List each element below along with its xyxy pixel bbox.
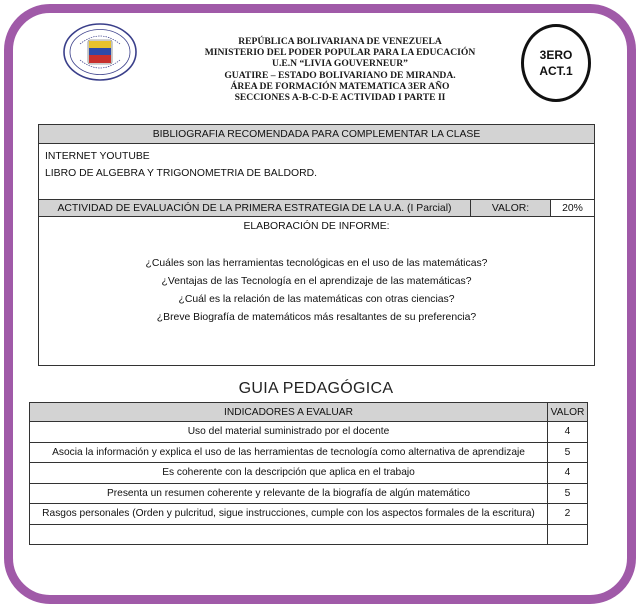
grade-activity-badge: [521, 24, 591, 102]
indicator-cell: Es coherente con la descripción que aplica en el trabajo: [30, 463, 548, 484]
guide-title: GUIA PEDAGÓGICA: [238, 380, 394, 397]
indicators-column-header: INDICADORES A EVALUAR: [30, 403, 548, 422]
value-cell: 5: [548, 442, 588, 463]
indicator-cell: Presenta un resumen coherente y relevante de la biografía de algún matemático: [30, 483, 548, 504]
indicator-cell: Asocia la información y explica el uso de las herramientas de tecnología como alternativa de aprendizaje: [30, 442, 548, 463]
table-row: [30, 483, 588, 504]
bibliography-list: [39, 144, 594, 200]
bibliography-item: INTERNET YOUTUBE: [45, 151, 150, 162]
header-line: REPÚBLICA BOLIVARIANA DE VENEZUELA: [238, 36, 442, 47]
school-seal-logo: [62, 22, 138, 82]
table-header-row: [30, 403, 588, 422]
activity-table: [38, 124, 595, 366]
indicators-table: [29, 402, 588, 545]
header-line: U.E.N “LIVIA GOUVERNEUR”: [272, 58, 408, 70]
table-row: [30, 422, 588, 443]
header-line: GUATIRE – ESTADO BOLIVARIANO DE MIRANDA.: [224, 69, 456, 81]
value-column-header: VALOR: [548, 403, 588, 422]
report-section: [39, 217, 594, 327]
table-row: [30, 442, 588, 463]
table-row: [30, 524, 588, 545]
value-cell: 5: [548, 483, 588, 504]
value-cell: 2: [548, 504, 588, 525]
indicator-cell: Uso del material suministrado por el docente: [30, 422, 548, 443]
report-question: ¿Cuál es la relación de las matemáticas con otras ciencias?: [178, 294, 455, 305]
badge-grade: 3ERO: [539, 48, 573, 62]
activity-row: [39, 200, 594, 217]
value-cell: 4: [548, 463, 588, 484]
activity-value: 20%: [562, 202, 583, 214]
activity-title: ACTIVIDAD DE EVALUACIÓN DE LA PRIMERA ESTRATEGIA DE LA U.A. (I Parcial): [39, 200, 471, 216]
table-row: [30, 463, 588, 484]
report-question: ¿Breve Biografía de matemáticos más resaltantes de su preferencia?: [156, 312, 477, 323]
table-row: [30, 504, 588, 525]
report-question: ¿Cuáles son las herramientas tecnológicas en el uso de las matemáticas?: [145, 258, 488, 269]
report-title: ELABORACIÓN DE INFORME:: [243, 221, 390, 232]
bibliography-item: LIBRO DE ALGEBRA Y TRIGONOMETRIA DE BALDORD.: [45, 168, 317, 179]
indicator-cell: Rasgos personales (Orden y pulcritud, sigue instrucciones, cumple con los aspectos formales de la escritura): [30, 504, 548, 525]
header-line: SECCIONES A-B-C-D-E ACTIVIDAD I PARTE II: [234, 92, 446, 104]
badge-activity: ACT.1: [539, 64, 573, 78]
indicator-cell: [30, 524, 548, 545]
header-line: ÁREA DE FORMACIÓN MATEMATICA 3ER AÑO: [230, 80, 450, 92]
bibliography-header: BIBLIOGRAFIA RECOMENDADA PARA COMPLEMENTAR LA CLASE: [39, 125, 594, 144]
value-cell: 4: [548, 422, 588, 443]
header-line: MINISTERIO DEL PODER POPULAR PARA LA EDUCACIÓN: [204, 47, 476, 59]
activity-value-label: VALOR:: [471, 200, 551, 216]
institution-header: [170, 36, 510, 103]
report-question: ¿Ventajas de las Tecnología en el aprendizaje de las matemáticas?: [161, 276, 472, 287]
value-cell: [548, 524, 588, 545]
